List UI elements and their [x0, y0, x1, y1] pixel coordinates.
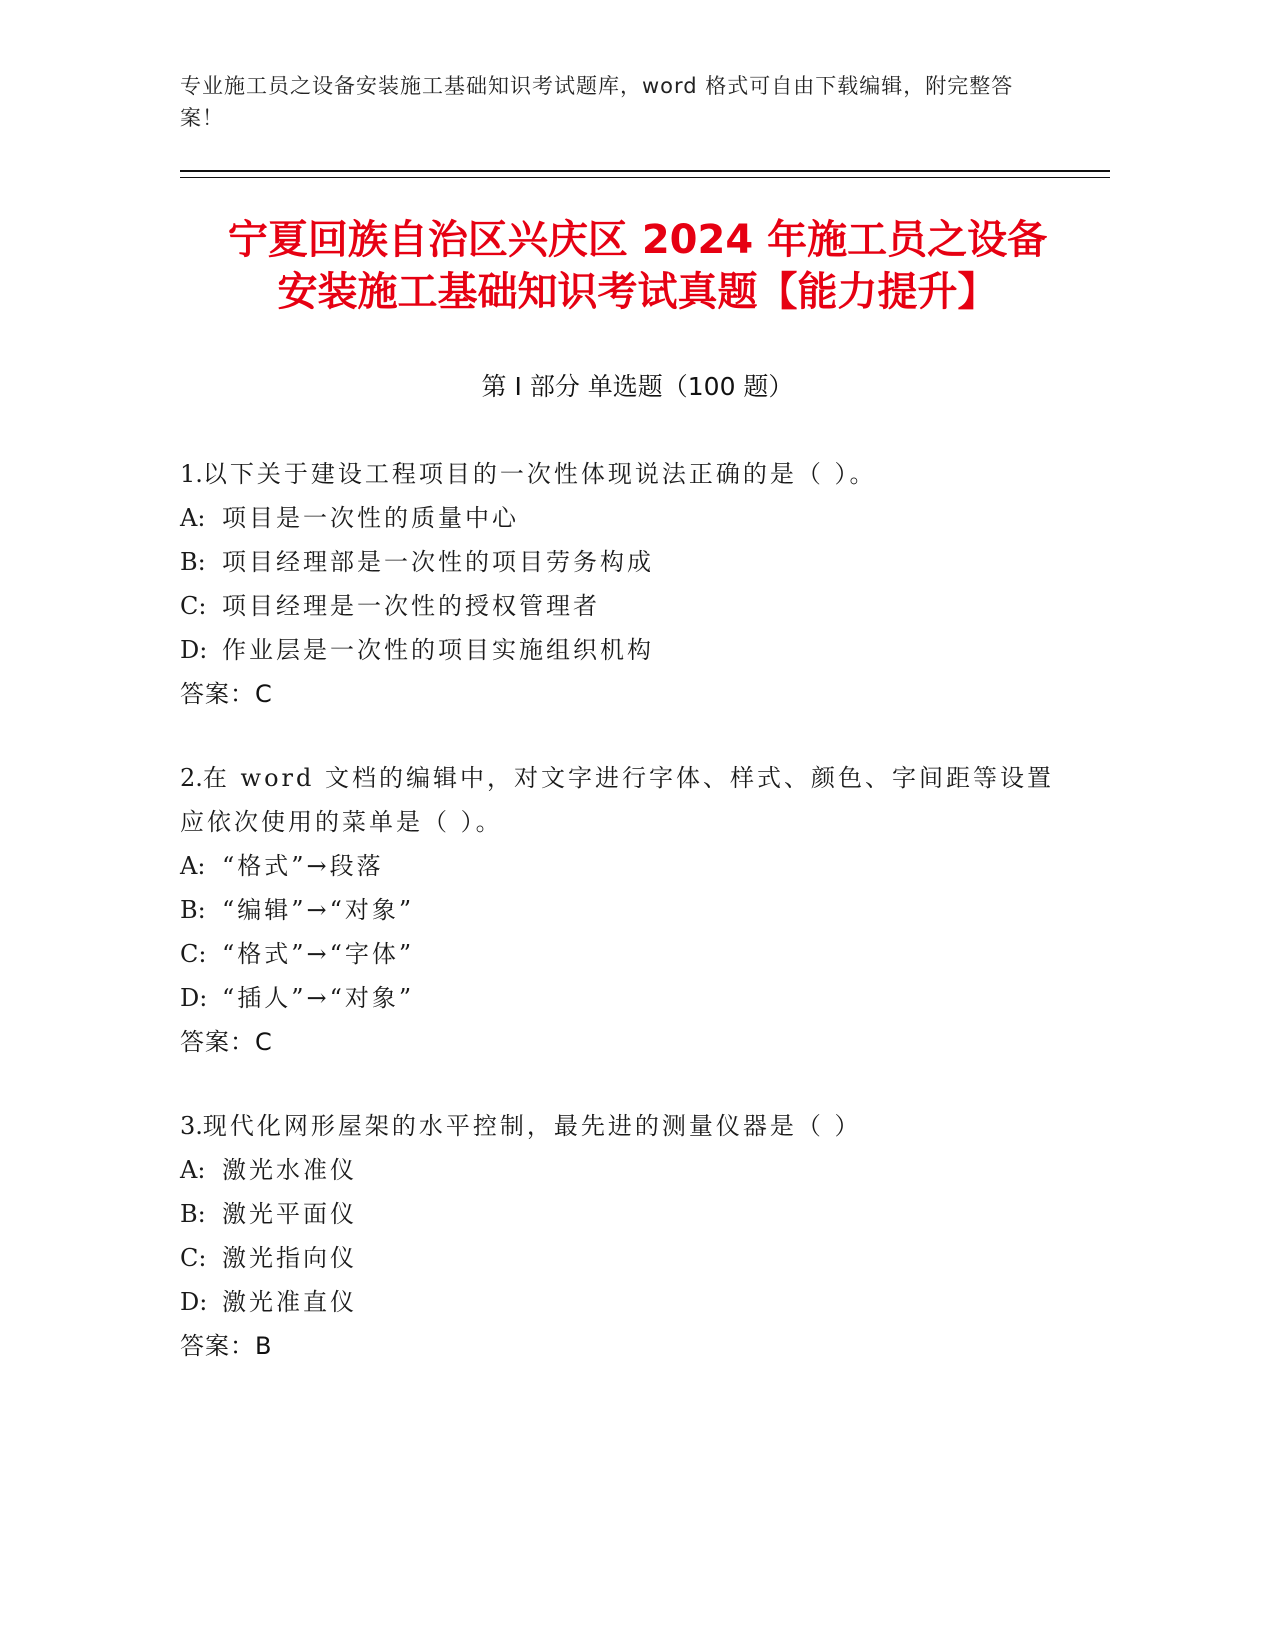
question-stem [180, 756, 1060, 844]
option-text: 项目经理部是一次性的项目劳务构成 [222, 548, 654, 576]
option-letter: B: [180, 548, 206, 576]
option-text: 激光水准仪 [222, 1156, 357, 1184]
option-a [180, 844, 1060, 888]
question-number: 1. [180, 460, 203, 488]
answer-line: 答案：B [180, 1332, 273, 1360]
option-b [180, 888, 1060, 932]
option-letter: C: [180, 592, 207, 620]
section-heading: 第 I 部分 单选题（100 题） [481, 372, 794, 401]
option-text: 激光平面仪 [222, 1200, 357, 1228]
answer-line: 答案：C [180, 680, 273, 708]
question-2 [180, 756, 1060, 1064]
option-text: 作业层是一次性的项目实施组织机构 [222, 636, 654, 664]
question-text: 在 word 文档的编辑中，对文字进行字体、样式、颜色、字间距等设置应依次使用的菜单是（ ）。 [180, 764, 1054, 836]
header-divider-thick [180, 170, 1110, 172]
header-note: 专业施工员之设备安装施工基础知识考试题库，word 格式可自由下载编辑，附完整答案！ [180, 74, 1014, 130]
option-letter: D: [180, 984, 208, 1012]
answer-line: 答案：C [180, 1028, 273, 1056]
option-d [180, 976, 1060, 1020]
question-list [180, 452, 1060, 1408]
question-stem [180, 1104, 1060, 1148]
question-3 [180, 1104, 1060, 1368]
option-text: “插人”→“对象” [222, 984, 415, 1012]
option-d [180, 1280, 1060, 1324]
option-text: 激光准直仪 [222, 1288, 357, 1316]
question-text: 现代化网形屋架的水平控制，最先进的测量仪器是（ ） [202, 1112, 862, 1140]
option-d [180, 628, 1060, 672]
option-text: 项目是一次性的质量中心 [222, 504, 519, 532]
option-text: 激光指向仪 [222, 1244, 357, 1272]
question-text: 以下关于建设工程项目的一次性体现说法正确的是（ ）。 [202, 460, 877, 488]
option-text: “格式”→段落 [222, 852, 384, 880]
option-a [180, 496, 1060, 540]
option-letter: A: [180, 852, 206, 880]
header-divider-thin [180, 177, 1110, 178]
question-stem [180, 452, 1060, 496]
document-title-line-1: 宁夏回族自治区兴庆区 2024 年施工员之设备 [227, 217, 1048, 263]
option-letter: A: [180, 504, 206, 532]
document-title [160, 214, 1115, 318]
option-letter: C: [180, 1244, 207, 1272]
question-1 [180, 452, 1060, 716]
option-letter: D: [180, 1288, 208, 1316]
option-letter: B: [180, 896, 206, 924]
option-letter: A: [180, 1156, 206, 1184]
option-letter: D: [180, 636, 208, 664]
option-c [180, 1236, 1060, 1280]
option-text: 项目经理是一次性的授权管理者 [222, 592, 600, 620]
option-c [180, 584, 1060, 628]
document-title-line-2: 安装施工基础知识考试真题【能力提升】 [277, 269, 998, 315]
option-letter: C: [180, 940, 207, 968]
question-number: 2. [180, 764, 203, 792]
option-c [180, 932, 1060, 976]
question-number: 3. [180, 1112, 203, 1140]
option-b [180, 1192, 1060, 1236]
option-text: “编辑”→“对象” [222, 896, 415, 924]
option-a [180, 1148, 1060, 1192]
option-b [180, 540, 1060, 584]
option-letter: B: [180, 1200, 206, 1228]
option-text: “格式”→“字体” [222, 940, 415, 968]
